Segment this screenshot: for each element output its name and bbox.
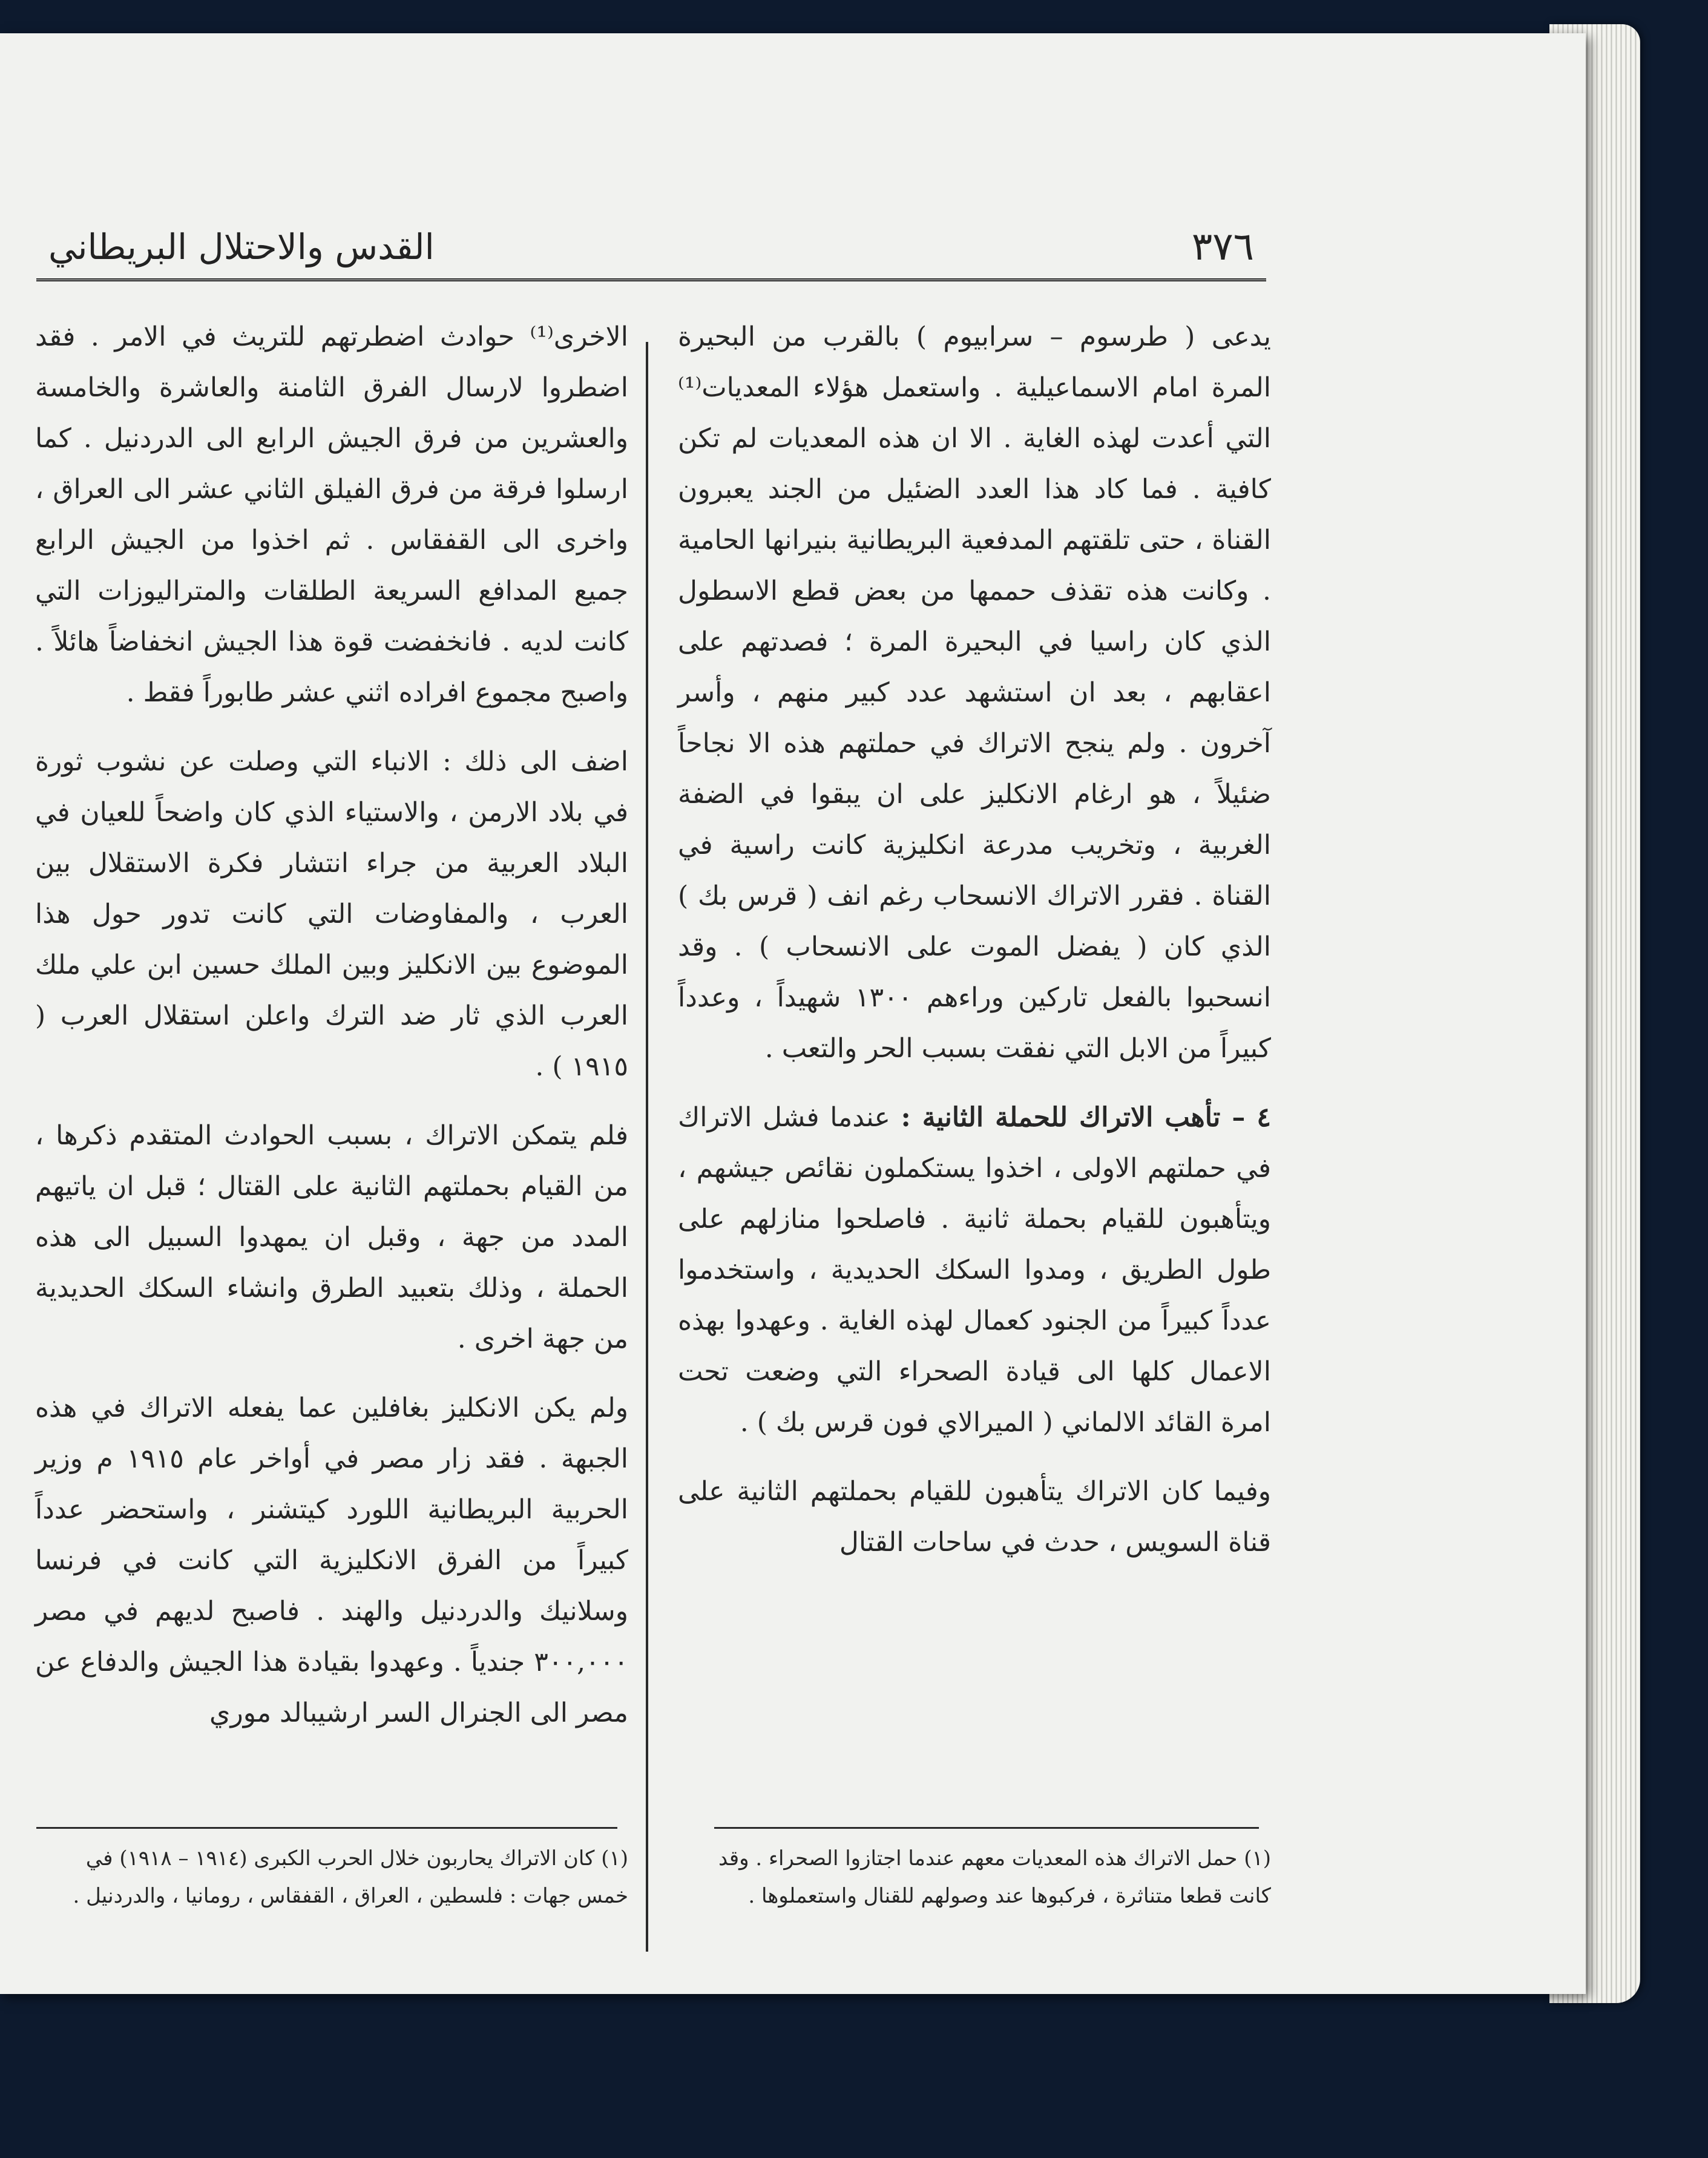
footnote-rule [714,1827,1259,1829]
paragraph: فلم يتمكن الاتراك ، بسبب الحوادث المتقدم ذكرها ، من القيام بحملتهم الثانية على القتال ؛ قبل ان ياتيهم المدد من جهة ، وقبل ان يمهدوا السبيل الى هذه الحملة ، وذلك بتعبيد الطرق وانشاء السكك الحديدية من جهة اخرى . [35,1120,628,1354]
footnote-right: (١) حمل الاتراك هذه المعديات معهم عندما اجتازوا الصحراء . وقد كانت قطعا متناثرة ، فركبوها عند وصولهم للقنال واستعملوها . [718,1846,1271,1908]
paragraph: ولم يكن الانكليز بغافلين عما يفعله الاتراك في هذه الجبهة . فقد زار مصر في أواخر عام ١٩١٥ م وزير الحربية البريطانية اللورد كيتشنر ، واستحضر عدداً كبيراً من الفرق الانكليزية التي كانت في فرنسا وسلانيك والدردنيل والهند . فاصبح لديهم في مصر ٣٠٠,٠٠٠ جندياً . وعهدوا بقيادة هذا الجيش والدفاع عن مصر الى الجنرال السر ارشيبالد موري [35,1392,629,1728]
page-header [36,215,1266,281]
left-column [35,312,628,1757]
footnote-rule [36,1827,617,1829]
book-page [0,33,1586,1994]
paragraph: الاخرى⁽¹⁾ حوادث اضطرتهم للتريث في الامر . فقد اضطروا لارسال الفرق الثامنة والعاشرة والخامسة والعشرين من فرق الجيش الرابع الى الدردنيل . كما ارسلوا فرقة من فرق الفيلق الثاني عشر الى العراق ، واخرى الى القفقاس . ثم اخذوا من الجيش الرابع جميع المدافع السريعة الطلقات والمتراليوزات التي كانت لديه . فانخفضت قوة هذا الجيش انخفاضاً هائلاً . واصبح مجموع افراده اثني عشر طابوراً فقط . [35,321,628,708]
running-title: القدس والاحتلال البريطاني [48,226,435,267]
paragraph: اضف الى ذلك : الانباء التي وصلت عن نشوب ثورة في بلاد الارمن ، والاستياء الذي كان واضحاً للعيان في البلاد العربية من جراء انتشار فكرة الاستقلال بين العرب ، والمفاوضات التي كانت تدور حول هذا الموضوع بين الانكليز وبين الملك حسين ابن علي ملك العرب الذي ثار ضد الترك واعلن استقلال العرب ( ١٩١٥ ) . [35,746,629,1082]
footnote-left: (١) كان الاتراك يحاربون خلال الحرب الكبرى (١٩١٤ – ١٩١٨) في خمس جهات : فلسطين ، العراق ، القفقاس ، رومانيا ، والدردنيل . [73,1846,628,1908]
section-heading: ٤ – تأهب الاتراك للحملة الثانية : [901,1102,1271,1133]
page-number: ٣٧٦ [1191,224,1254,269]
right-column [678,312,1271,1586]
section-paragraph [678,1092,1271,1448]
column-divider [646,342,648,1952]
paragraph-text: عندما فشل الاتراك في حملتهم الاولى ، اخذوا يستكملون نقائص جيشهم ، ويتأهبون للقيام بحملة ثانية . فاصلحوا منازلهم على طول الطريق ، ومدوا السكك الحديدية ، واستخدموا عدداً كبيراً من الجنود كعمال لهذه الغاية . وعهدوا بهذه الاعمال كلها الى قيادة الصحراء التي وضعت تحت امرة القائد الالماني ( الميرالاي فون قرس بك ) . [678,1102,1272,1438]
paragraph: وفيما كان الاتراك يتأهبون للقيام بحملتهم الثانية على قناة السويس ، حدث في ساحات القتال [678,1476,1271,1558]
paragraph: يدعى ( طرسوم – سرابيوم ) بالقرب من البحيرة المرة امام الاسماعيلية . واستعمل هؤلاء المعديات⁽¹⁾ التي أعدت لهذه الغاية . الا ان هذه المعديات لم تكن كافية . فما كاد هذا العدد الضئيل من الجند يعبرون القناة ، حتى تلقتهم المدفعية البريطانية بنيرانها الحامية . وكانت هذه تقذف حممها من بعض قطع الاسطول الذي كان راسيا في البحيرة المرة ؛ فصدتهم على اعقابهم ، بعد ان استشهد عدد كبير منهم ، وأسر آخرون . ولم ينجح الاتراك في حملتهم هذه الا نجاحاً ضئيلاً ، هو ارغام الانكليز على ان يبقوا في الضفة الغربية ، وتخريب مدرعة انكليزية كانت راسية في القناة . فقرر الاتراك الانسحاب رغم انف ( قرس بك ) الذي كان ( يفضل الموت على الانسحاب ) . وقد انسحبوا بالفعل تاركين وراءهم ١٣٠٠ شهيداً ، وعدداً كبيراً من الابل التي نفقت بسبب الحر والتعب . [678,321,1272,1064]
